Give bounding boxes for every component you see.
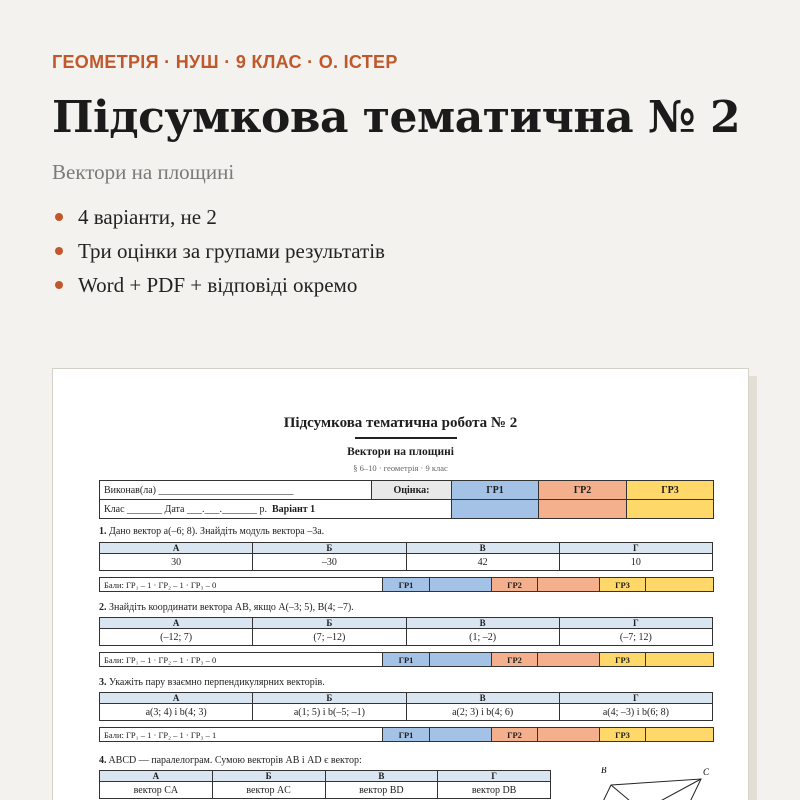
vertex-b-label: B bbox=[601, 767, 607, 775]
answer-cell: (7; –12) bbox=[253, 629, 406, 646]
answer-cell: 42 bbox=[406, 554, 559, 571]
doc-title: Підсумкова тематична робота № 2 bbox=[283, 415, 518, 431]
answer-cell: вектор CA bbox=[100, 782, 213, 799]
question-1: 1. Дано вектор a(–6; 8). Знайдіть модуль вектора –3a. bbox=[99, 526, 325, 537]
page-subtitle: Вектори на площині bbox=[52, 160, 235, 184]
feature-item: Word + PDF + відповіді окремо bbox=[52, 268, 385, 302]
gr1-grade-cell bbox=[452, 500, 539, 519]
page-title: Підсумкова тематична № 2 bbox=[52, 92, 741, 143]
gr3-grade-cell bbox=[627, 500, 714, 519]
worksheet-preview bbox=[52, 368, 749, 800]
parallelogram-figure bbox=[573, 767, 723, 800]
feature-item: 4 варіанти, не 2 bbox=[52, 200, 385, 234]
answer-cell: 30 bbox=[100, 554, 253, 571]
gr1-header: ГР1 bbox=[452, 481, 539, 500]
answer-cell: вектор AC bbox=[212, 782, 325, 799]
answer-cell: 10 bbox=[559, 554, 712, 571]
doc-subtitle: Вектори на площині bbox=[347, 446, 454, 458]
answer-cell: –30 bbox=[253, 554, 406, 571]
title-underline bbox=[355, 437, 457, 439]
vertex-c-label: C bbox=[703, 767, 710, 777]
question-4: 4. ABCD — паралелограм. Сумою векторів AB і AD є вектор: bbox=[99, 755, 362, 766]
feature-item: Три оцінки за групами результатів bbox=[52, 234, 385, 268]
question-2: 2. Знайдіть координати вектора AB, якщо A(–3; 5), B(4; –7). bbox=[99, 602, 354, 613]
doc-meta: § 6–10 · геометрія · 9 клас bbox=[353, 463, 448, 473]
grade-label: Оцінка: bbox=[372, 481, 452, 500]
gr2-grade-cell bbox=[539, 500, 627, 519]
answer-cell: a(1; 5) і b(–5; –1) bbox=[253, 704, 406, 721]
answer-cell: (–7; 12) bbox=[559, 629, 712, 646]
answer-cell: вектор DB bbox=[438, 782, 551, 799]
student-header-table bbox=[99, 480, 714, 519]
answer-table-4: А Б В Г вектор CA вектор AC вектор BD вектор DB bbox=[99, 770, 551, 799]
answer-cell: a(3; 4) і b(4; 3) bbox=[100, 704, 253, 721]
question-3: 3. Укажіть пару взаємно перпендикулярних векторів. bbox=[99, 677, 325, 688]
bullet-icon bbox=[55, 281, 63, 289]
score-row-1: Бали: ГР₁ – 1 · ГР₂ – 1 · ГР₃ – 0 ГР1 ГР2 ГР3 bbox=[99, 577, 714, 592]
answer-cell: (1; –2) bbox=[406, 629, 559, 646]
answer-cell: (–12; 7) bbox=[100, 629, 253, 646]
bullet-icon bbox=[55, 213, 63, 221]
answer-cell: a(4; –3) і b(6; 8) bbox=[559, 704, 712, 721]
gr3-header: ГР3 bbox=[627, 481, 714, 500]
bullet-icon bbox=[55, 247, 63, 255]
answer-table-1: А Б В Г 30 –30 42 10 bbox=[99, 542, 713, 571]
answer-cell: вектор BD bbox=[325, 782, 438, 799]
answer-cell: a(2; 3) і b(4; 6) bbox=[406, 704, 559, 721]
gr2-header: ГР2 bbox=[539, 481, 627, 500]
executor-field: Виконав(ла) ___________________________ bbox=[100, 481, 372, 500]
score-row-2: Бали: ГР₁ – 1 · ГР₂ – 1 · ГР₃ – 0 ГР1 ГР2 ГР3 bbox=[99, 652, 714, 667]
score-row-3: Бали: ГР₁ – 1 · ГР₂ – 1 · ГР₃ – 1 ГР1 ГР2 ГР3 bbox=[99, 727, 714, 742]
subject-tag: ГЕОМЕТРІЯ · НУШ · 9 КЛАС · О. ІСТЕР bbox=[52, 52, 398, 72]
answer-table-2: А Б В Г (–12; 7) (7; –12) (1; –2) (–7; 12) bbox=[99, 617, 713, 646]
feature-list bbox=[52, 200, 385, 302]
answer-table-3: А Б В Г a(3; 4) і b(4; 3) a(1; 5) і b(–5; –1) a(2; 3) і b(4; 6) a(4; –3) і b(6; 8) bbox=[99, 692, 713, 721]
class-date-field: Клас _______ Дата ___.___._______ р. Варіант 1 bbox=[100, 500, 452, 519]
